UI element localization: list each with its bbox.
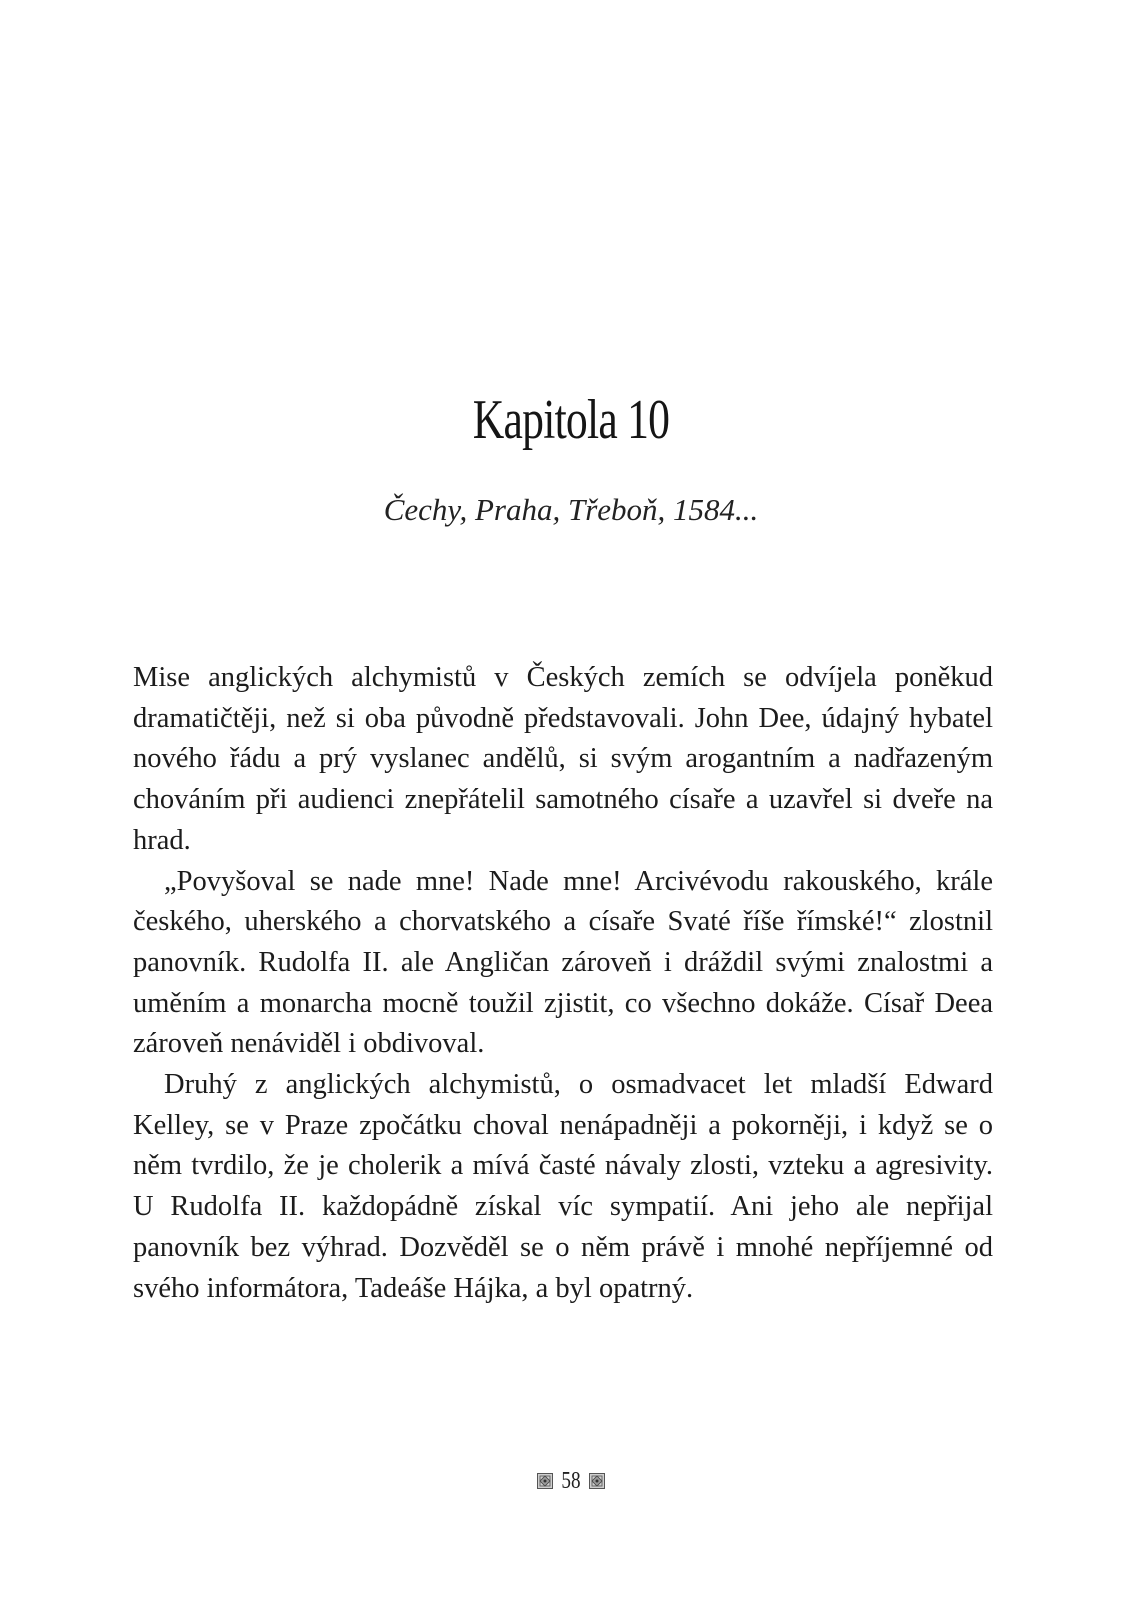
square-ornament-icon <box>589 1473 605 1489</box>
chapter-body <box>133 658 993 1309</box>
page-number: 58 <box>561 1468 581 1494</box>
chapter-title: Kapitola 10 <box>472 389 670 451</box>
chapter-subtitle: Čechy, Praha, Třeboň, 1584... <box>383 492 759 527</box>
paragraph-2: „Povyšoval se nade mne! Nade mne! Arcivévodu rakouského, krále českého, uherského a chorvatského a císaře Svaté říše římské!“ zlostnil panovník. Rudolfa II. ale Angličan zároveň i dráždil svými znalostmi a uměním a monarcha mocně toužil zjistit, co všechno dokáže. Císař Deea zároveň nenáviděl i obdivoval. <box>133 865 993 1060</box>
paragraph-1: Mise anglických alchymistů v Českých zemích se odvíjela poněkud dramatičtěji, než si oba původně představovali. John Dee, údajný hybatel nového řádu a prý vyslanec andělů, si svým arogantním a nadřazeným chováním při audienci znepřátelil samotného císaře a uzavřel si dveře na hrad. <box>133 662 993 856</box>
paragraph-3: Druhý z anglických alchymistů, o osmadvacet let mladší Edward Kelley, se v Praze zpočátku choval nenápadněji a pokorněji, i když se o něm tvrdilo, že je cholerik a mívá časté návaly zlosti, vzteku a agresivity. U Rudolfa II. každopádně získal víc sympatií. Ani jeho ale nepřijal panovník bez výhrad. Dozvěděl se o něm právě i mnohé nepříjemné od svého informátora, Tadeáše Hájka, a byl opatrný. <box>133 1069 993 1304</box>
square-ornament-icon <box>537 1473 553 1489</box>
page-footer <box>0 1466 1142 1496</box>
